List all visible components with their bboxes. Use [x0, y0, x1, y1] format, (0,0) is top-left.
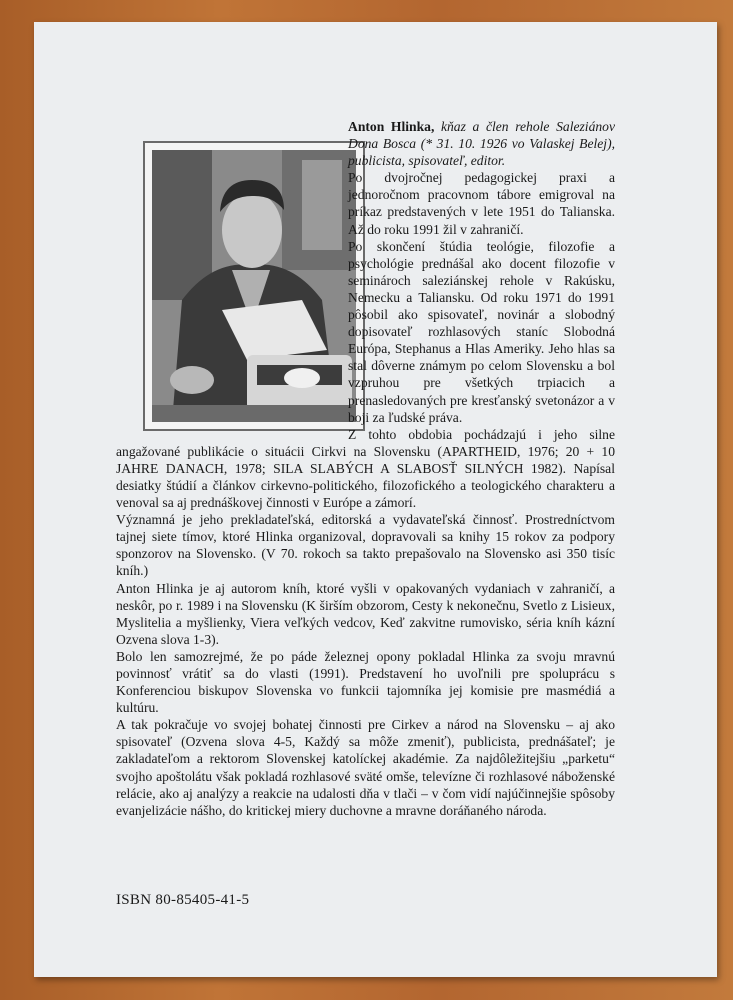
bio-paragraph: Po skončení štúdia teológie, filozofie a psychológie prednášal ako docent filozofie v seminároch saleziánskej rehole v Rakúsku, Nemecku a Taliansku. Od roku 1971 do 1991 pôsobil ako spisovateľ, novinár a slobodný dopisovateľ rozhlasových staníc Slobodná Európa, Stephanus a Hlas Ameriky. Jeho hlas sa stal dôverne známym po celom Slovensku a bol vzpruhou pre všetkých trpiacich a prenasledovaných pre kresťanský svetonázor a v boji za ľudské práva. — [348, 238, 615, 425]
biography-text — [116, 118, 615, 819]
author-name: Anton Hlinka, — [348, 119, 435, 134]
bio-paragraph: Po dvojročnej pedagogickej praxi a jednoročnom pracovnom tábore emigroval na príkaz predstavených v lete 1951 do Talianska. Až do roku 1991 žil v zahraničí. — [348, 170, 615, 237]
bio-paragraph: Anton Hlinka je aj autorom kníh, ktoré vyšli v opakovaných vydaniach v zahraničí, a neskôr, po r. 1989 i na Slovensku (K širším obzorom, Cesty k nekonečnu, Svetlo z Lisieux, Myslitelia a myšlienky, Viera veľkých vedcov, Keď zakvitne rumovisko, séria kníh kázní Ozvena slova 1-3). — [116, 580, 615, 647]
bio-paragraph: Významná je jeho prekladateľská, editorská a vydavateľská činnosť. Prostredníctvom tajnej siete tímov, ktoré Hlinka organizoval, dopravovali sa knihy 15 rokov za podpory sponzorov na Slovensko. (V 70. rokoch sa takto prepašovalo na Slovensko asi 350 tisíc kníh.) — [116, 512, 615, 579]
photo-spacer — [116, 118, 348, 440]
author-intro: kňaz a člen rehole Saleziánov Dona Bosca (* 31. 10. 1926 vo Valaskej Belej), publicista, spisovateľ, editor. — [348, 119, 615, 169]
isbn-number: ISBN 80-85405-41-5 — [116, 892, 250, 908]
bio-paragraph: Bolo len samozrejmé, že po páde železnej opony pokladal Hlinka za svoju mravnú povinnosť vrátiť sa do vlasti (1991). Predstavení ho uvoľnili pre spoluprácu s Konferenciou biskupov Slovenska vo funkcii tajomníka jej komisie pre masmédiá a kultúru. — [116, 648, 615, 716]
bio-paragraph: Z tohto obdobia pochádzajú i jeho silne angažované publikácie o situácii Cirkvi na Slovensku (APARTHEID, 1976; 20 + 10 JAHRE DANACH, 1978; SILA SLABÝCH A SLABOSŤ SILNÝCH 1982). Napísal desiatky štúdií a článkov cirkevno-politického, filozofického a teologického charakteru a venoval sa aj prednáškovej činnosti v Európe a zámorí. — [116, 426, 615, 511]
bio-paragraph: A tak pokračuje vo svojej bohatej činnosti pre Cirkev a národ na Slovensku – aj ako spisovateľ (Ozvena slova 4-5, Každý sa môže zmeniť), publicista, prednášateľ; je zakladateľom a rektorom Slovenskej katolíckej akadémie. Za najdôležitejšiu „parketu“ svojho apoštolátu však pokladá rozhlasové sväté omše, televízne či rozhlasové náboženské relácie, ako aj analýzy a reakcie na udalosti dňa v tlači – v čom vidí najúčinnejšie spôsoby evanjelizácie nášho, do kritickej miery duchovne a mravne doráňaného národa. — [116, 717, 615, 818]
